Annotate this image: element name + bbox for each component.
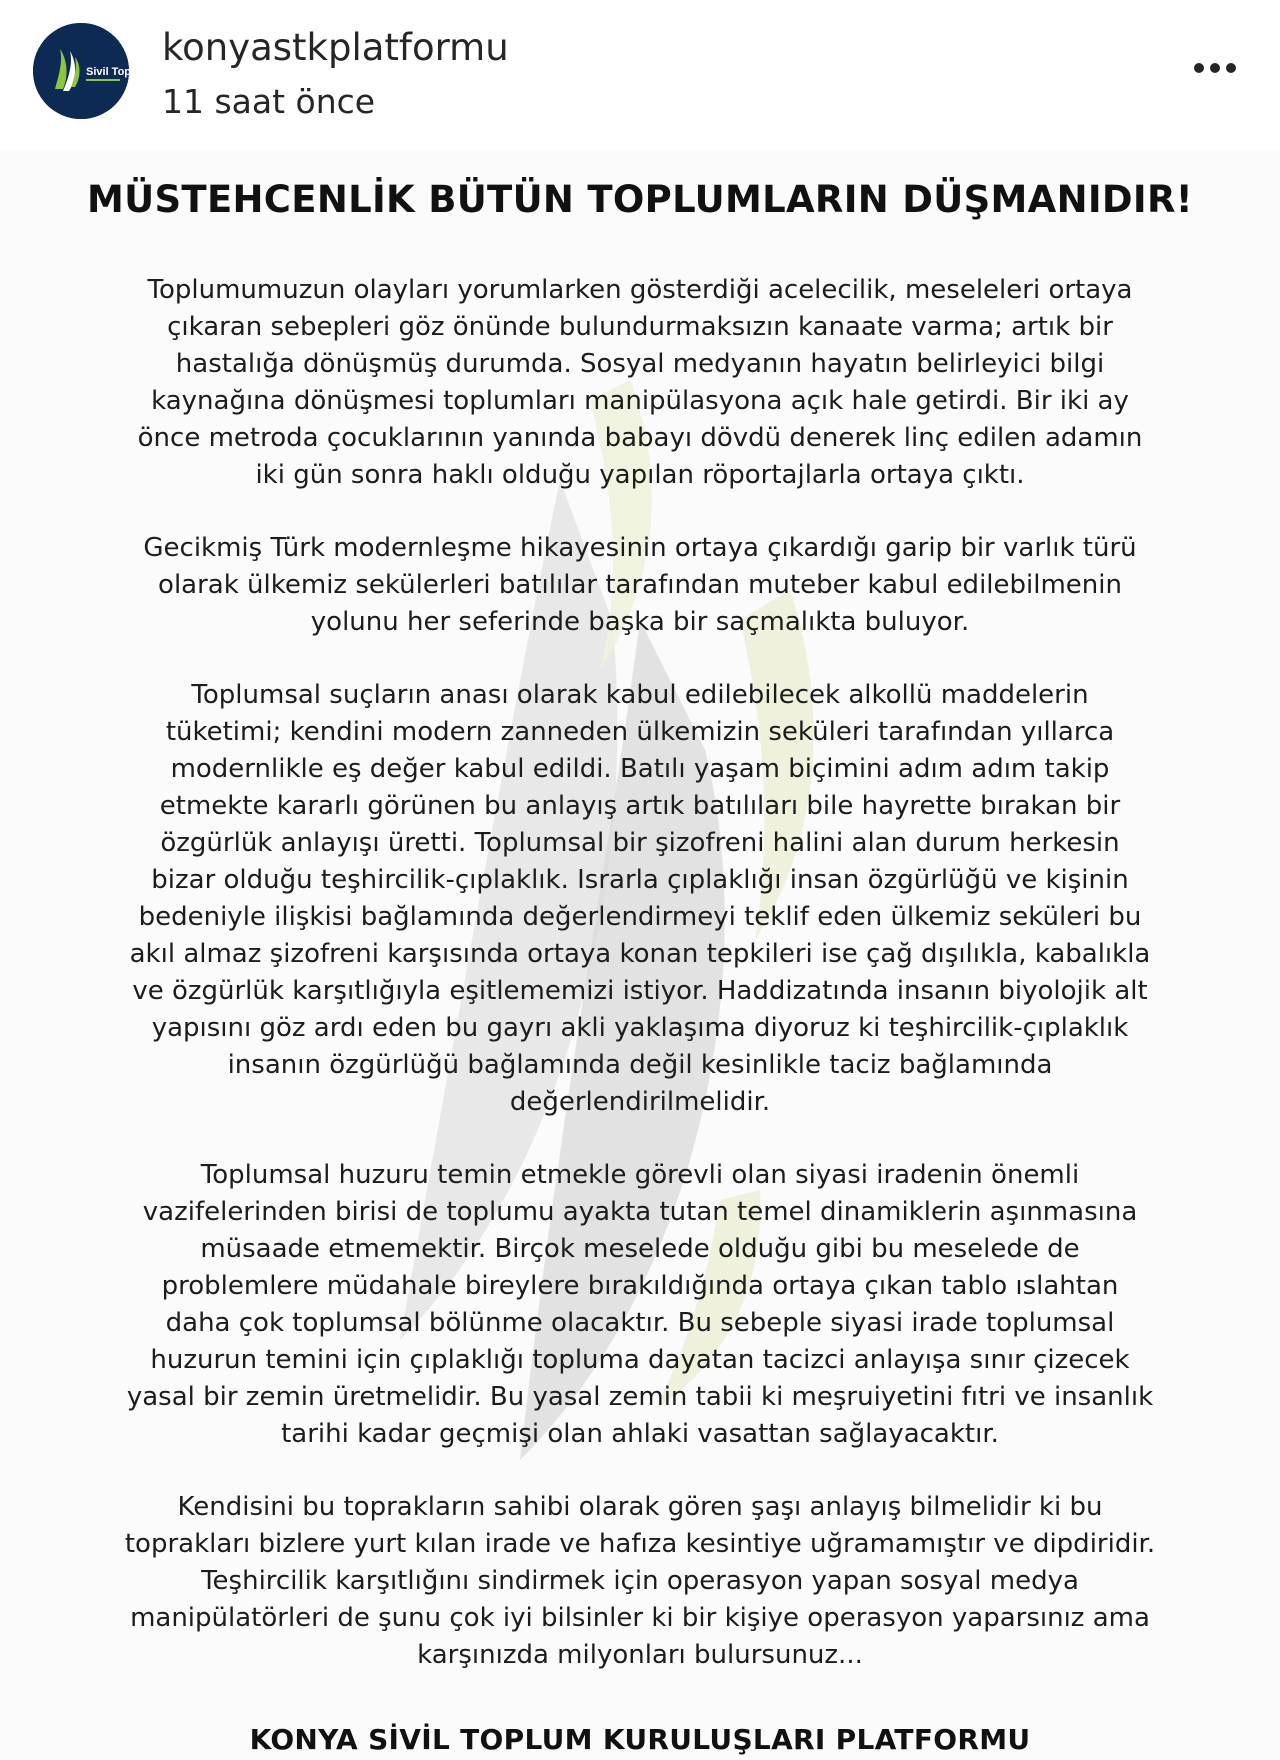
text-line: Toplumsal huzuru temin etmekle görevli olan siyasi iradenin önemli — [200, 1160, 1080, 1190]
post-image — [0, 150, 1280, 1760]
text-line: olarak ülkemiz sekülerleri batılılar tarafından muteber kabul edilebilmenin — [158, 570, 1122, 600]
text-line: ve özgürlük karşıtlığıyla eşitlememizi istiyor. Haddizatında insanın biyolojik alt — [132, 976, 1148, 1006]
text-line: hastalığa dönüşmüş durumda. Sosyal medyanın hayatın belirleyici bilgi — [175, 349, 1105, 379]
text-line: Toplumumuzun olayları yorumlarken gösterdiği acelecilik, meseleleri ortaya — [147, 275, 1133, 305]
text-line: daha çok toplumsal bölünme olacaktır. Bu sebeple siyasi irade toplumsal — [165, 1308, 1115, 1338]
text-line: önce metroda çocuklarının yanında babayı dövdü denerek linç edilen adamın — [137, 423, 1143, 453]
paragraph-3 — [40, 677, 1240, 1121]
text-line: iki gün sonra haklı olduğu yapılan röportajlarla ortaya çıktı. — [255, 460, 1025, 490]
text-line: müsaade etmemektir. Birçok meselede olduğu gibi bu meselede de — [200, 1234, 1080, 1264]
text-line: vazifelerinden birisi de toplumu ayakta tutan temel dinamiklerin aşınmasına — [142, 1197, 1138, 1227]
text-line: manipülatörleri de şunu çok iyi bilsinler ki bir kişiye operasyon yaparsınız ama — [130, 1603, 1150, 1633]
post-time: 11 saat önce — [162, 82, 376, 121]
text-line: bedeniyle ilişkisi bağlamında değerlendirmeyi teklif eden ülkemiz seküleri bu — [138, 902, 1142, 932]
post-header — [0, 0, 1280, 151]
text-line: akıl almaz şizofreni karşısında ortaya konan tepkileri ise çağ dışılıkla, kabalıkla — [129, 939, 1151, 969]
text-line: karşınızda milyonları bulursunuz... — [417, 1640, 863, 1670]
text-line: Kendisini bu toprakların sahibi olarak gören şaşı anlayış bilmelidir ki bu — [177, 1492, 1103, 1522]
text-line: yasal bir zemin üretmelidir. Bu yasal zemin tabii ki meşruiyetini fıtri ve insanlık — [126, 1382, 1154, 1412]
avatar-logo-text: Sivil Toplum — [86, 66, 151, 78]
text-line: etmekte kararlı görünen bu anlayış artık batılıları bile hayrette bırakan bir — [159, 791, 1121, 821]
text-line: bizar olduğu teşhircilik-çıplaklık. Israrla çıplaklığı insan özgürlüğü ve kişinin — [151, 865, 1129, 895]
text-line: kaynağına dönüşmesi toplumları manipülasyona açık hale getirdi. Bir iki ay — [151, 386, 1129, 416]
paragraph-2 — [40, 530, 1240, 641]
account-name[interactable]: konyastkplatformu — [162, 26, 509, 69]
text-line: tarihi kadar geçmişi olan ahlaki vasattan sağlayacaktır. — [281, 1419, 999, 1449]
paragraph-4 — [40, 1157, 1240, 1453]
signature: KONYA SİVİL TOPLUM KURULUŞLARI PLATFORMU — [249, 1723, 1031, 1756]
konya-stk-logo-icon — [33, 23, 151, 119]
text-line: çıkaran sebepleri göz önünde bulundurmaksızın kanaate varma; artık bir — [167, 312, 1113, 342]
text-line: yolunu her seferinde başka bir saçmalıkta buluyor. — [310, 607, 970, 637]
avatar[interactable] — [33, 23, 151, 119]
text-line: Gecikmiş Türk modernleşme hikayesinin ortaya çıkardığı garip bir varlık türü — [143, 533, 1137, 563]
post-title: MÜSTEHCENLİK BÜTÜN TOPLUMLARIN DÜŞMANIDIR! — [87, 178, 1193, 221]
text-line: özgürlük anlayışı üretti. Toplumsal bir şizofreni halini alan durum herkesin — [160, 828, 1120, 858]
text-line: modernlikle eş değer kabul edildi. Batılı yaşam biçimini adım adım takip — [170, 754, 1110, 784]
text-line: yapısını göz ardı eden bu gayrı akli yaklaşıma diyoruz ki teşhircilik-çıplaklık — [151, 1013, 1129, 1043]
text-line: tüketimi; kendini modern zanneden ülkemizin seküleri tarafından yıllarca — [165, 717, 1115, 747]
more-options-button[interactable] — [1180, 48, 1250, 88]
paragraph-5 — [40, 1489, 1240, 1674]
paragraph-1 — [40, 272, 1240, 494]
text-line: Toplumsal suçların anası olarak kabul edilebilecek alkollü maddelerin — [191, 680, 1089, 710]
more-horizontal-icon — [1193, 62, 1237, 74]
text-line: değerlendirilmelidir. — [509, 1087, 771, 1117]
post-text — [40, 150, 1240, 1760]
text-line: huzurun temini için çıplaklığı topluma dayatan tacizci anlayışa sınır çizecek — [150, 1345, 1130, 1375]
text-line: toprakları bizlere yurt kılan irade ve hafıza kesintiye uğramamıştır ve dipdiridir. — [124, 1529, 1156, 1559]
text-line: problemlere müdahale bireylere bırakıldığında ortaya çıkan tablo ıslahtan — [161, 1271, 1119, 1301]
text-line: Teşhircilik karşıtlığını sindirmek için operasyon yapan sosyal medya — [201, 1566, 1079, 1596]
text-line: insanın özgürlüğü bağlamında değil kesinlikle taciz bağlamında — [227, 1050, 1053, 1080]
